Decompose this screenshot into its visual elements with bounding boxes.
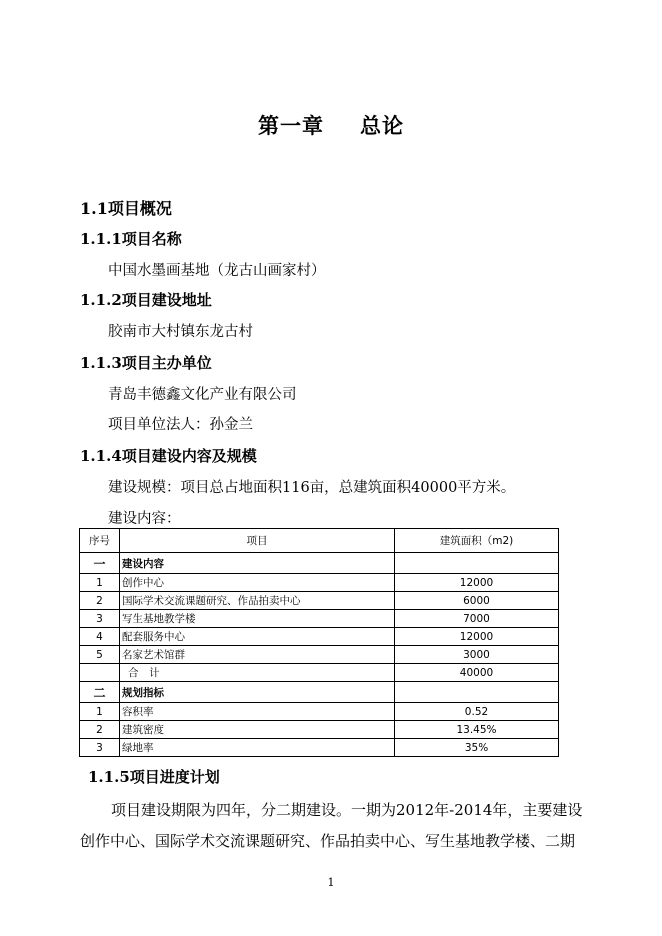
total-area: 40000 (395, 664, 559, 682)
table-row: 1 创作中心 12000 (80, 574, 559, 592)
section-heading-1-1-3: 1.1.3项目主办单位 (80, 354, 212, 372)
table-row: 3 绿地率 35% (80, 739, 559, 757)
project-address-text: 胶南市大村镇东龙古村 (108, 324, 253, 340)
header-item: 项目 (120, 529, 395, 553)
section-heading-1-1: 1.1项目概况 (80, 199, 172, 218)
chapter-name: 总论 (360, 113, 404, 138)
section-no: 二 (80, 682, 120, 703)
organizer-text: 青岛丰德鑫文化产业有限公司 (108, 387, 297, 403)
table-row: 3 写生基地教学楼 7000 (80, 610, 559, 628)
header-no: 序号 (80, 529, 120, 553)
table-row: 5 名家艺术馆群 3000 (80, 646, 559, 664)
section-title: 规划指标 (120, 682, 395, 703)
schedule-paragraph (80, 795, 620, 857)
table-row: 4 配套服务中心 12000 (80, 628, 559, 646)
section-title: 建设内容 (120, 553, 395, 574)
project-name-text: 中国水墨画基地（龙古山画家村） (108, 263, 326, 279)
table-section-row (80, 682, 559, 703)
legal-person-text: 项目单位法人：孙金兰 (108, 417, 253, 433)
schedule-line-2: 创作中心、国际学术交流课题研究、作品拍卖中心、写生基地教学楼、二期 (80, 832, 576, 850)
construction-table (79, 528, 559, 757)
table-header-row (80, 529, 559, 553)
section-heading-1-1-1: 1.1.1项目名称 (80, 230, 182, 248)
page-number: 1 (327, 876, 335, 889)
construction-scale-text: 建设规模：项目总占地面积116亩，总建筑面积40000平方米。 (108, 480, 516, 496)
table-row: 1 容积率 0.52 (80, 703, 559, 721)
section-no: 一 (80, 553, 120, 574)
table-total-row (80, 664, 559, 682)
total-label: 合 计 (120, 664, 395, 682)
section-heading-1-1-4: 1.1.4项目建设内容及规模 (80, 447, 257, 465)
schedule-line-1: 项目建设期限为四年，分二期建设。一期为2012年-2014年，主要建设 (111, 801, 583, 819)
section-heading-1-1-2: 1.1.2项目建设地址 (80, 291, 212, 309)
table-section-row (80, 553, 559, 574)
table-row: 2 国际学术交流课题研究、作品拍卖中心 6000 (80, 592, 559, 610)
table-row: 2 建筑密度 13.45% (80, 721, 559, 739)
header-area: 建筑面积（m2) (395, 529, 559, 553)
chapter-number: 第一章 (258, 113, 324, 138)
section-heading-1-1-5: 1.1.5项目进度计划 (88, 768, 220, 786)
chapter-title (0, 110, 662, 140)
construction-content-label: 建设内容： (108, 511, 181, 527)
